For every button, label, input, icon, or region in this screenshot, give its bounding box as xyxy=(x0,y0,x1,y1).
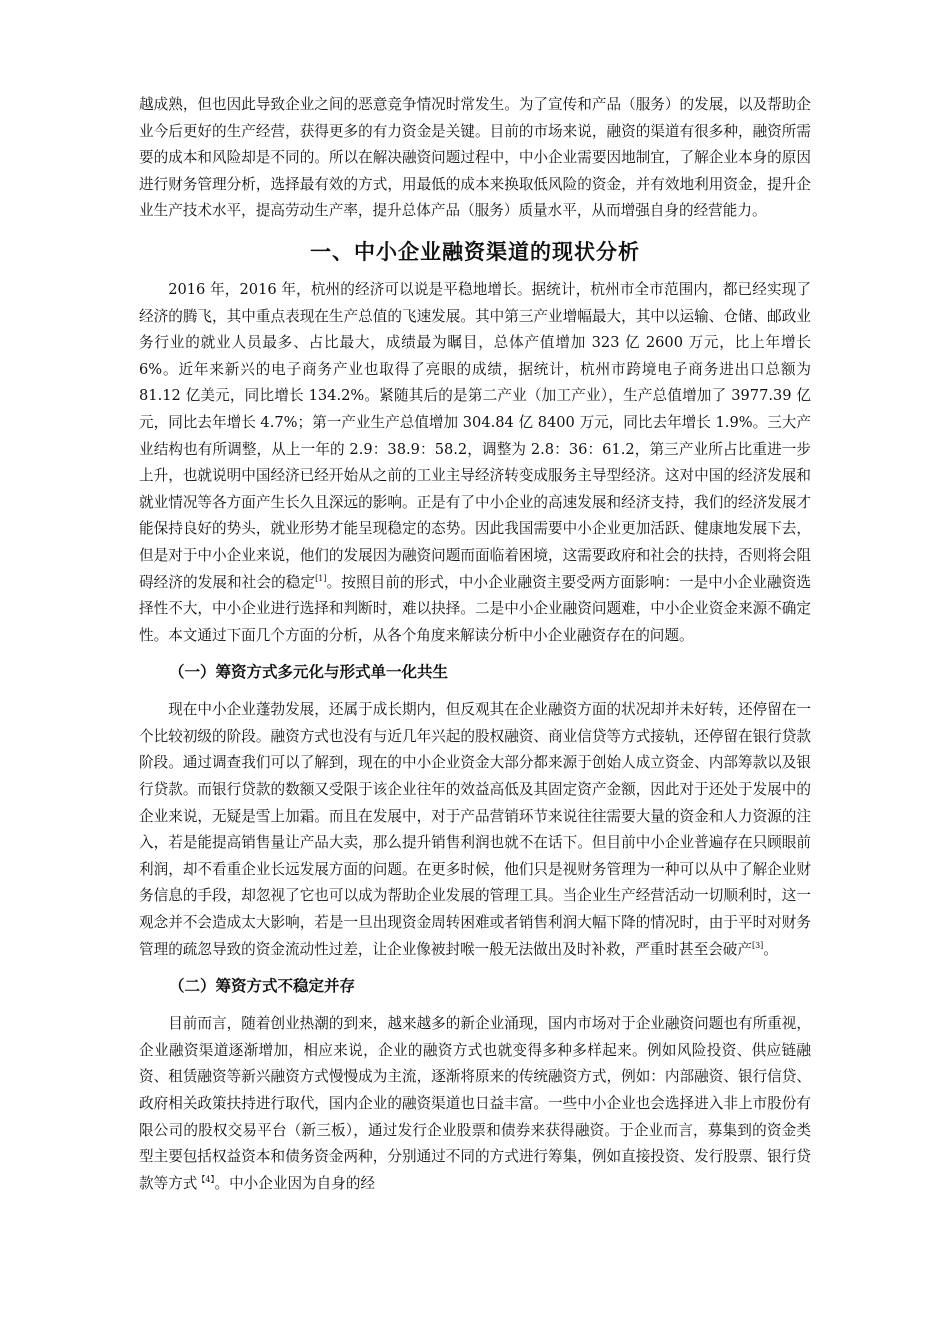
section-paragraph-text: 2016 年，2016 年，杭州的经济可以说是平稳地增长。据统计，杭州市全市范围内，都已经实现了经济的腾飞，其中重点表现在生产总值的飞速发展。其中第三产业增幅最大，其中以运输、仓储、邮政业务行业的就业人员最多、占比最大，成绩最为瞩目，总体产值增加 323 亿 2600 万元，比上年增长 6%。近年来新兴的电子商务产业也取得了亮眼的成绩，据统计，杭州市跨境电子商务进出口总额为 81.12 亿美元，同比增长 134.2%。紧随其后的是第二产业（加工产业），生产总值增加了 3977.39 亿元，同比去年增长 4.7%；第一产业生产总值增加 304.84 亿 8400 万元，同比去年增长 1.9%。三大产业结构也有所调整，从上一年的 2.9：38.9：58.2，调整为 2.8：36：61.2，第三产业所占比重进一步上升，也就说明中国经济已经开始从之前的工业主导经济转变成服务主导型经济。这对中国的经济发展和就业情况等各方面产生长久且深远的影响。正是有了中小企业的高速发展和经济支持，我们的经济发展才能保持良好的势头，就业形势才能呈现稳定的态势。因此我国需要中小企业更加活跃、健康地发展下去，但是对于中小企业来说，他们的发展因为融资问题而面临着困境，这需要政府和社会的扶持，否则将会阻碍经济的发展和社会的稳定 xyxy=(139,280,811,591)
subsection-2-text: 目前而言，随着创业热潮的到来，越来越多的新企业涌现，国内市场对于企业融资问题也有所重视，企业融资渠道逐渐增加，相应来说，企业的融资方式也就变得多种多样起来。例如风险投资、供应链融资、租赁融资等新兴融资方式慢慢成为主流，逐渐将原来的传统融资方式，例如：内部融资、银行信贷、政府相关政策扶持进行取代，国内企业的融资渠道也日益丰富。一些中小企业也会选择进入非上市股份有限公司的股权交易平台（新三板），通过发行企业股票和债券来获得融资。于企业而言，募集到的资金类型主要包括权益资本和债务资金两种，分别通过不同的方式进行筹集，例如直接投资、发行股票、银行贷款等方式 xyxy=(139,1015,811,1192)
subsection-1-text-end: 。 xyxy=(763,940,778,958)
intro-paragraph: 越成熟，但也因此导致企业之间的恶意竞争情况时常发生。为了宣传和产品（服务）的发展，以及帮助企业今后更好的生产经营，获得更多的有力资金是关键。目前的市场来说，融资的渠道有很多种，融资所需要的成本和风险却是不同的。所以在解决融资问题过程中，中小企业需要因地制宜，了解企业本身的原因进行财务管理分析，选择最有效的方式，用最低的成本来换取低风险的资金，并有效地利用资金，提升企业生产技术水平，提高劳动生产率，提升总体产品（服务）质量水平，从而增强自身的经营能力。 xyxy=(139,96,811,220)
citation-4[interactable]: 【4】 xyxy=(197,1174,215,1184)
citation-3[interactable]: [3] xyxy=(751,940,764,950)
subsection-title-1: （一）筹资方式多元化与形式单一化共生 xyxy=(169,663,449,682)
section-paragraph-text-continued: 。按照目前的形式，中小企业融资主要受两方面影响：一是中小企业融资选择性不大，中小企业进行选择和判断时，难以抉择。二是中小企业融资问题难，中小企业资金来源不确定性。本文通过下面几个方面的分析，从各个角度来解读分析中小企业融资存在的问题。 xyxy=(139,573,811,644)
subsection-title-2: （二）筹资方式不稳定并存 xyxy=(169,977,356,996)
document-page xyxy=(139,92,811,1197)
citation-1[interactable]: [1] xyxy=(315,573,327,583)
subsection-paragraph-1 xyxy=(139,697,811,963)
section-paragraph xyxy=(139,277,811,649)
section-title: 一、中小企业融资渠道的现状分析 xyxy=(310,239,640,264)
subsection-1-text: 现在中小企业蓬勃发展，还属于成长期内，但反观其在企业融资方面的状况却并未好转，还停留在一个比较初级的阶段。融资方式也没有与近几年兴起的股权融资、商业信贷等方式接轨，还停留在银行贷款阶段。通过调查我们可以了解到，现在的中小企业资金大部分都来源于创始人成立资金、内部筹款以及银行贷款。而银行贷款的数额又受限于该企业往年的效益高低及其固定资产金额，因此对于还处于发展中的企业来说，无疑是雪上加霜。而且在发展中，对于产品营销环节来说往往需要大量的资金和人力资源的注入，若是能提高销售量让产品大卖，那么提升销售利润也就不在话下。但目前中小企业普遍存在只顾眼前利润，却不看重企业长远发展方面的问题。在更多时候，他们只是视财务管理为一种可以从中了解企业财务信息的手段，却忽视了它也可以成为帮助企业发展的管理工具。当企业生产经营活动一切顺利时，这一观念并不会造成太大影响，若是一旦出现资金周转困难或者销售利润大幅下降的情况时，由于平时对财务管理的疏忽导致的资金流动性过差，让企业像被封喉一般无法做出及时补救，严重时甚至会破产 xyxy=(139,701,811,958)
subsection-2-text-end: 。中小企业因为自身的经 xyxy=(214,1174,376,1192)
subsection-paragraph-2 xyxy=(139,1011,811,1197)
